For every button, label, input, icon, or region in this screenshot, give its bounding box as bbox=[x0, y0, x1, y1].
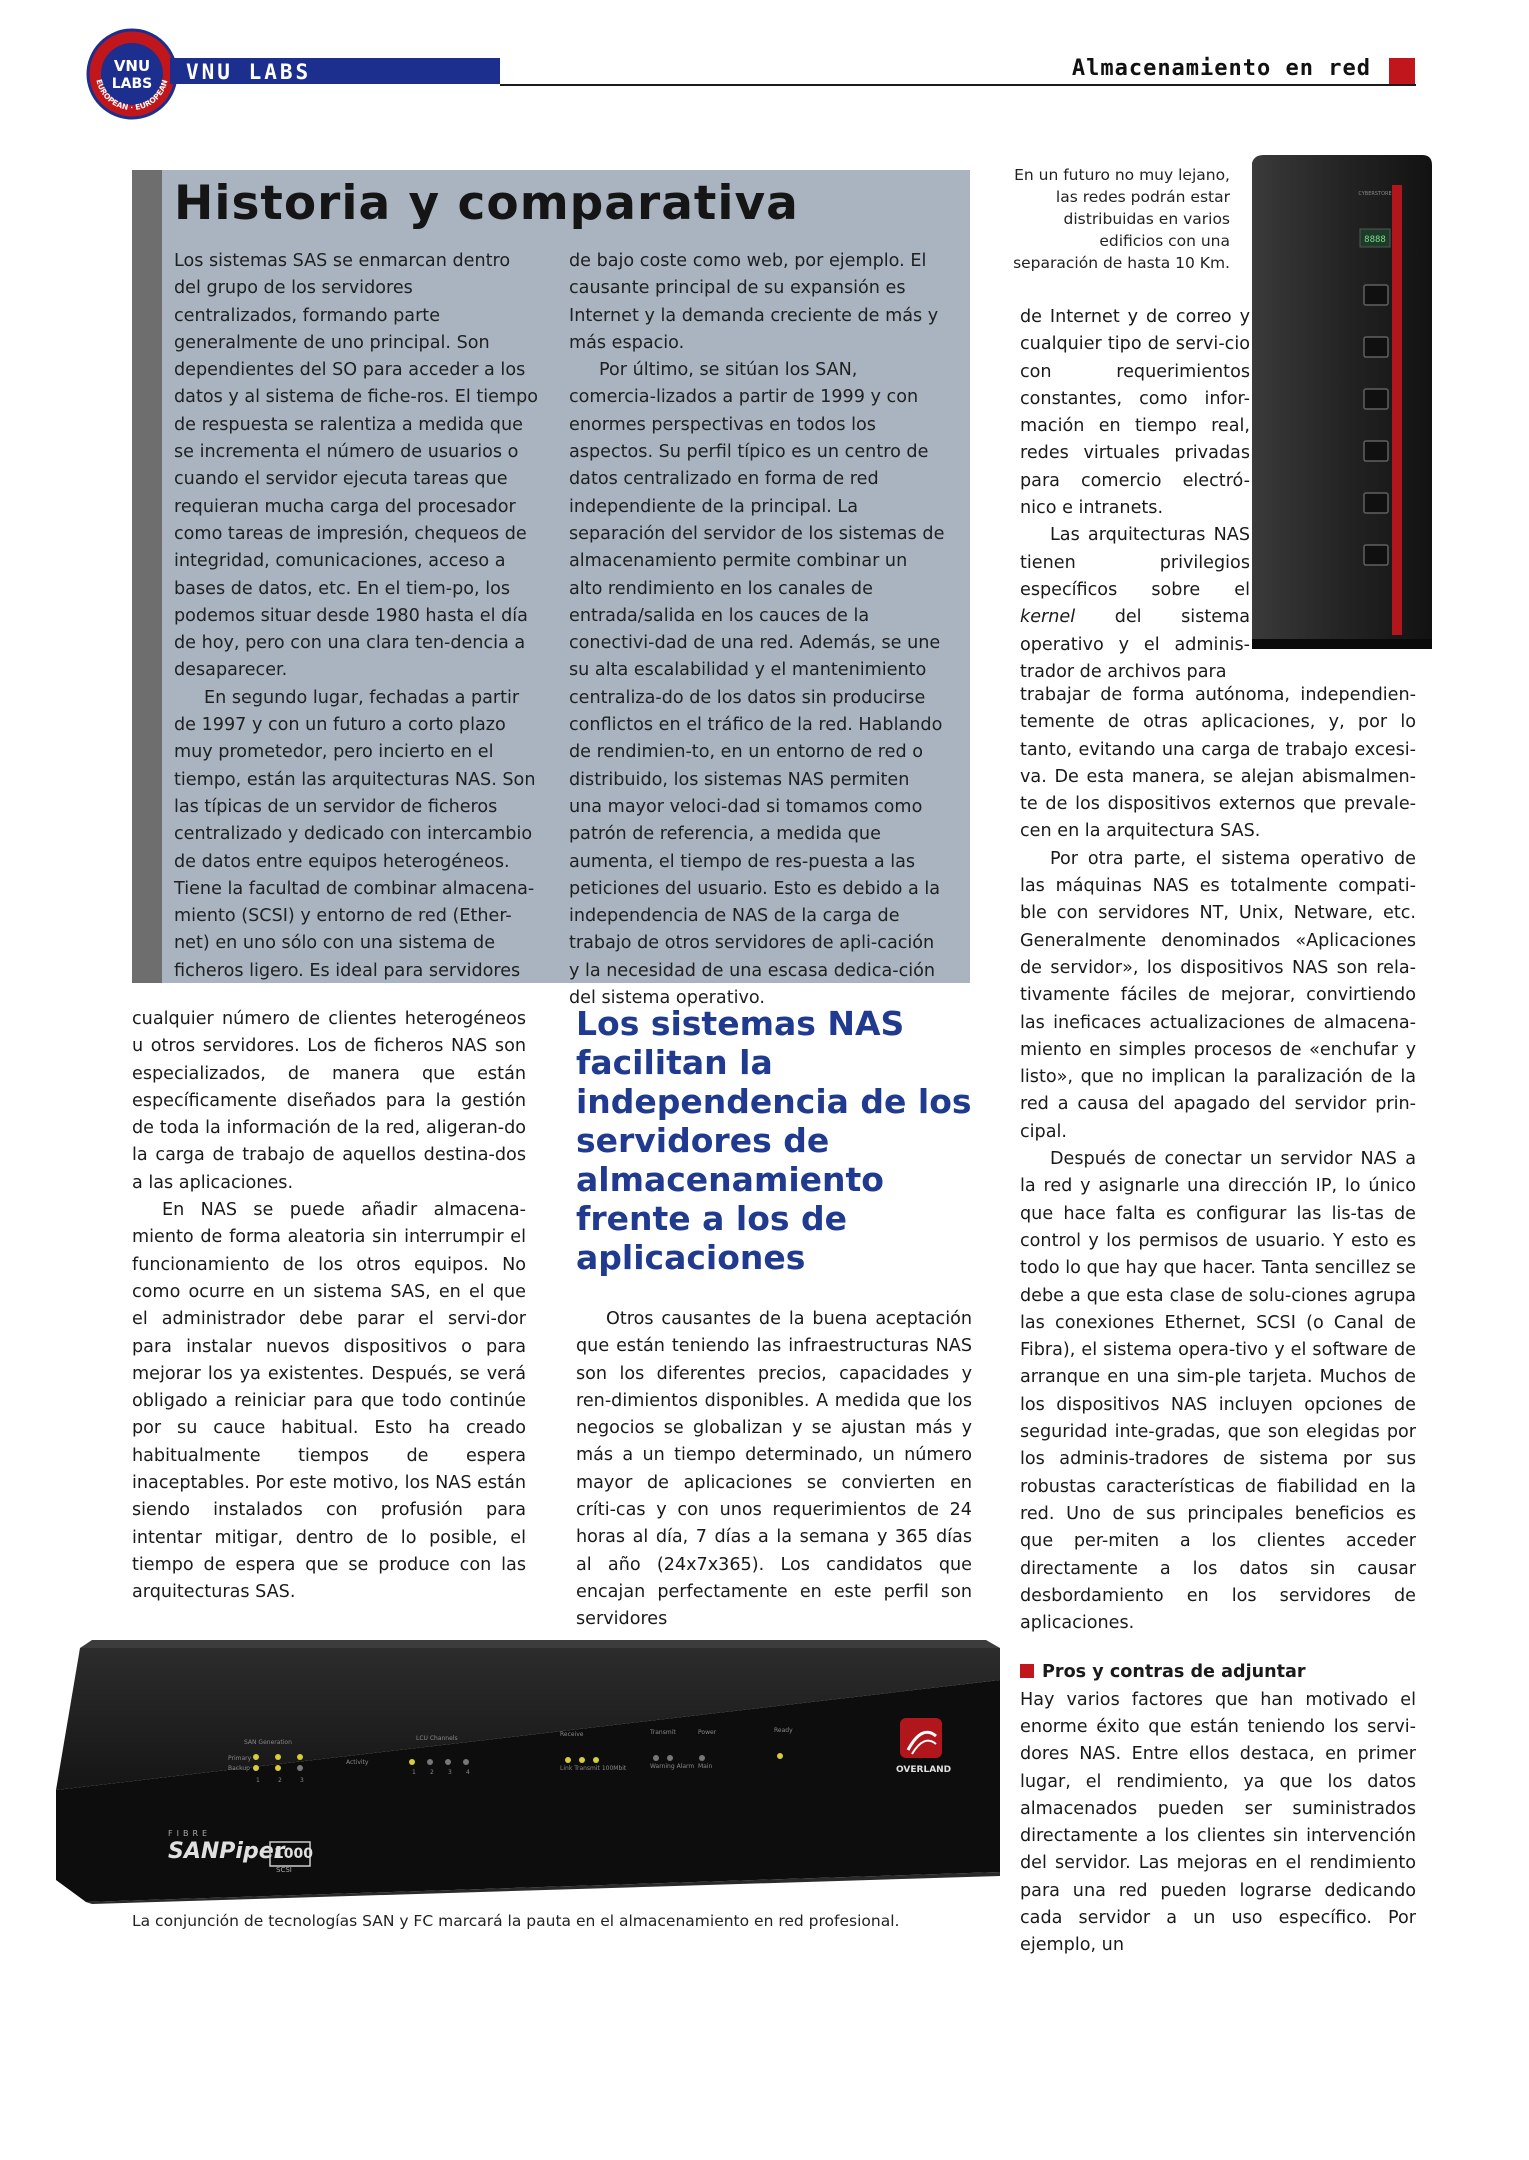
paragraph: Otros causantes de la buena aceptación que están teniendo las infraestructuras NAS son los diferentes precios, capacidades y ren-dimientos disponibles. A medida que los negocios se globalizan y se ajustan más y más a un tiempo determinado, un número mayor de aplicaciones se convierten en críti-cas y con unos requerimientos de 24 horas al día, 7 días a la semana y 365 días al año (24x7x365). Los candidatos que encajan perfectamente en este perfil son servidores bbox=[576, 1309, 972, 1630]
sidebar-paragraph: Los sistemas SAS se enmarcan dentro del grupo de los servidores centralizados, formando parte generalmente de uno principal. Son dependientes del SO para acceder a los datos y al sistema de fiche-ros. El tiempo de respuesta se ralentiza a medida que se incrementa el número de usuarios o cuando el servidor ejecuta tareas que requieran mucha carga del procesador como tareas de impresión, chequeos de integridad, comunicaciones, acceso a bases de datos, etc. En el tiem-po, los podemos situar desde 1980 hasta el día de hoy, pero con una clara ten-dencia a desaparecer. bbox=[174, 251, 538, 681]
svg-text:Ready: Ready bbox=[774, 1727, 793, 1734]
svg-text:FIBRE: FIBRE bbox=[168, 1829, 212, 1838]
tower-caption: En un futuro no muy lejano, las redes podrán estar distribuidas en varios edificios con una separación de hasta 10 Km. bbox=[1013, 166, 1230, 272]
paragraph: Hay varios factores que han motivado el enorme éxito que están teniendo los servi-dores NAS. Entre ellos destaca, en primer lugar, el rendimiento, ya que los datos almacenados pueden ser suministrados directamente a los clientes sin intervención del servidor. Las mejoras en el rendimiento para una red pueden lograrse dedicando cada servidor a un uso específico. Por ejemplo, un bbox=[1020, 1689, 1416, 1956]
svg-text:3: 3 bbox=[300, 1777, 304, 1784]
subhead-marker bbox=[1020, 1664, 1034, 1678]
header-bar-label: VNU LABS bbox=[186, 60, 312, 84]
svg-text:3: 3 bbox=[448, 1769, 452, 1776]
tower-server-image bbox=[1244, 155, 1434, 651]
svg-text:Link Transmit 100Mbit: Link Transmit 100Mbit bbox=[560, 1765, 627, 1772]
paragraph: En NAS se puede añadir almacena-miento de forma aleatoria sin interrumpir el funcionamiento de los otros equipos. No como ocurre en un sistema SAS, en el que el administrador debe parar el servi-dor para instalar nuevos dispositivos o para mejorar los ya existentes. Después, se verá obligado a reiniciar para que todo continúe por su cauce habitual. Esto ha creado habitualmente tiempos de espera inaceptables. Por este motivo, los NAS están siendo instalados con profusión para intentar mitigar, dentro de lo posible, el tiempo de espera que se produce con las arquitecturas SAS. bbox=[132, 1200, 526, 1603]
sidebar-paragraph: En segundo lugar, fechadas a partir de 1997 y con un futuro a corto plazo muy prometedor, pero incierto en el tiempo, están las arquitecturas NAS. Son las típicas de un servidor de ficheros centralizado y dedicado con intercambio de datos entre equipos heterogéneos. Tiene la facultad de combinar almacena-miento (SCSI) y entorno de red (Ether-net) en uno sólo con una sistema de ficheros ligero. Es ideal para servidores bbox=[174, 687, 536, 981]
svg-text:Primary: Primary bbox=[228, 1755, 252, 1762]
svg-text:1: 1 bbox=[412, 1769, 416, 1776]
sidebar-stripe bbox=[132, 170, 162, 983]
svg-text:1: 1 bbox=[256, 1777, 260, 1784]
paragraph-text: del sistema operativo y el adminis-trador de archivos para bbox=[1020, 607, 1250, 682]
paragraph: Después de conectar un servidor NAS a la red y asignarle una dirección IP, lo único que hace falta es configurar las lis-tas de control y los permisos de usuario. Y esto es todo lo que hay que hacer. Tanta sencillez se debe a que esta clase de solu-ciones agrupa las conexiones Ethernet, SCSI (o Canal de Fibra), el sistema opera-tivo y el software de arranque en una sim-ple tarjeta. Muchos de los dispositivos NAS incluyen opciones de seguridad inte-gradas, que son elegidas por los adminis-tradores de sistema por sus robustas características de fiabilidad en la red. Uno de sus principales beneficios es que per-miten a los clientes acceder directamente a los datos sin causar desbordamiento en los servidores de aplicaciones. bbox=[1020, 1149, 1416, 1634]
right-column bbox=[1020, 682, 1416, 1960]
sidebar-paragraph: Por último, se sitúan los SAN, comercia-lizados a partir de 1999 y con enormes perspectivas en todos los aspectos. Su perfil típico es un centro de datos centralizado en forma de red independiente de la principal. La separación del servidor de los sistemas de almacenamiento permite combinar un alto rendimiento en los canales de entrada/salida en los cauces de la conectivi-dad de una red. Además, se une su alta escalabilidad y el mantenimiento centraliza-do de los datos sin producirse conflictos en el tráfico de la red. Hablando de rendimien-to, en un entorno de red o distribuido, los sistemas NAS permiten una mayor veloci-dad si tomamos como patrón de referencia, a medida que aumenta, el tiempo de res-puesta a las peticiones del usuario. Esto es debido a la independencia de NAS de la carga de trabajo de otros servidores de apli-cación y la necesidad de una escasa dedica-ción del sistema operativo. bbox=[569, 360, 945, 1009]
svg-text:Power: Power bbox=[698, 1729, 717, 1736]
svg-text:SANPiper: SANPiper bbox=[168, 1839, 285, 1864]
svg-text:OVERLAND: OVERLAND bbox=[896, 1765, 952, 1775]
svg-text:Warning Alarm: Warning Alarm bbox=[650, 1763, 695, 1770]
svg-text:CYBERSTORE: CYBERSTORE bbox=[1358, 191, 1392, 197]
svg-text:SAN Generation: SAN Generation bbox=[244, 1739, 292, 1746]
svg-text:SCSI: SCSI bbox=[276, 1866, 292, 1874]
paragraph: Por otra parte, el sistema operativo de las máquinas NAS es totalmente compati-ble con servidores NT, Unix, Netware, etc. Generalmente denominados «Aplicaciones de servidor», los dispositivos NAS son rela-tivamente fáciles de mejorar, convirtiendo las ineficaces actualizaciones de almacena-miento en simples procesos de «enchufar y listo», que no implican la paralización de la red a causa del apagado del servidor prin-cipal. bbox=[1020, 848, 1416, 1142]
svg-text:1000: 1000 bbox=[274, 1846, 313, 1862]
sidebar-column-2 bbox=[569, 248, 945, 1012]
subhead bbox=[1020, 1659, 1416, 1686]
right-column-narrow bbox=[1020, 304, 1250, 686]
paragraph: de Internet y de correo y cualquier tipo de servi-cio con requerimientos constantes, como infor-mación en tiempo real, redes virtuales privadas para comercio electró-nico e intranets. bbox=[1020, 307, 1250, 519]
svg-text:2: 2 bbox=[278, 1777, 282, 1784]
svg-text:Backup: Backup bbox=[228, 1765, 250, 1772]
device-caption: La conjunción de tecnologías SAN y FC marcará la pauta en el almacenamiento en red profesional. bbox=[132, 1912, 900, 1930]
svg-text:4: 4 bbox=[466, 1769, 470, 1776]
header-rule bbox=[500, 84, 1416, 86]
logo-text-labs: LABS bbox=[111, 76, 153, 92]
section-title: Almacenamiento en red bbox=[1071, 56, 1371, 81]
kernel-term: kernel bbox=[1020, 607, 1076, 628]
vnu-labs-logo bbox=[86, 28, 178, 120]
middle-column bbox=[576, 1306, 972, 1634]
left-column bbox=[132, 1006, 526, 1607]
paragraph: trabajar de forma autónoma, independien-temente de otras aplicaciones, y, por lo tanto, evitando una carga de trabajo excesi-va. De esta manera, se alejan abismalmen-te de los dispositivos externos que prevale-cen en la arquitectura SAS. bbox=[1020, 685, 1416, 842]
sidebar-paragraph: de bajo coste como web, por ejemplo. El causante principal de su expansión es Internet y la demanda creciente de más y más espacio. bbox=[569, 251, 939, 353]
sidebar-box bbox=[132, 170, 970, 1009]
pull-quote: Los sistemas NAS facilitan la independencia de los servidores de almacenamiento frente a los de aplicaciones bbox=[576, 1004, 972, 1277]
sidebar-title: Historia y comparativa bbox=[174, 176, 799, 231]
header-bar bbox=[170, 58, 500, 84]
sidebar-column-1 bbox=[174, 248, 539, 985]
logo-ring-text: EUROPEAN · EUROPEAN bbox=[94, 78, 170, 113]
svg-text:Activity: Activity bbox=[346, 1759, 369, 1766]
paragraph bbox=[1020, 522, 1250, 686]
svg-text:Transmit: Transmit bbox=[650, 1729, 676, 1736]
logo-text-vnu: VNU bbox=[113, 57, 151, 75]
paragraph-text: Las arquitecturas NAS tienen privilegios específicos sobre el bbox=[1020, 525, 1250, 600]
svg-text:Main: Main bbox=[698, 1763, 713, 1770]
svg-text:Receive: Receive bbox=[560, 1731, 584, 1738]
svg-text:8888: 8888 bbox=[1364, 235, 1386, 245]
subhead-text: Pros y contras de adjuntar bbox=[1042, 1662, 1306, 1683]
svg-text:2: 2 bbox=[430, 1769, 434, 1776]
sanpiper-device-image bbox=[56, 1640, 1000, 1904]
section-marker bbox=[1389, 58, 1415, 84]
tower-red-stripe bbox=[1392, 185, 1402, 635]
paragraph: cualquier número de clientes heterogéneos u otros servidores. Los de ficheros NAS son especializados, de manera que están específicamente diseñados para la gestión de toda la información de la red, aligeran-do la carga de trabajo de aquellos destina-dos a las aplicaciones. bbox=[132, 1009, 526, 1193]
svg-text:LCU Channels: LCU Channels bbox=[416, 1735, 458, 1742]
